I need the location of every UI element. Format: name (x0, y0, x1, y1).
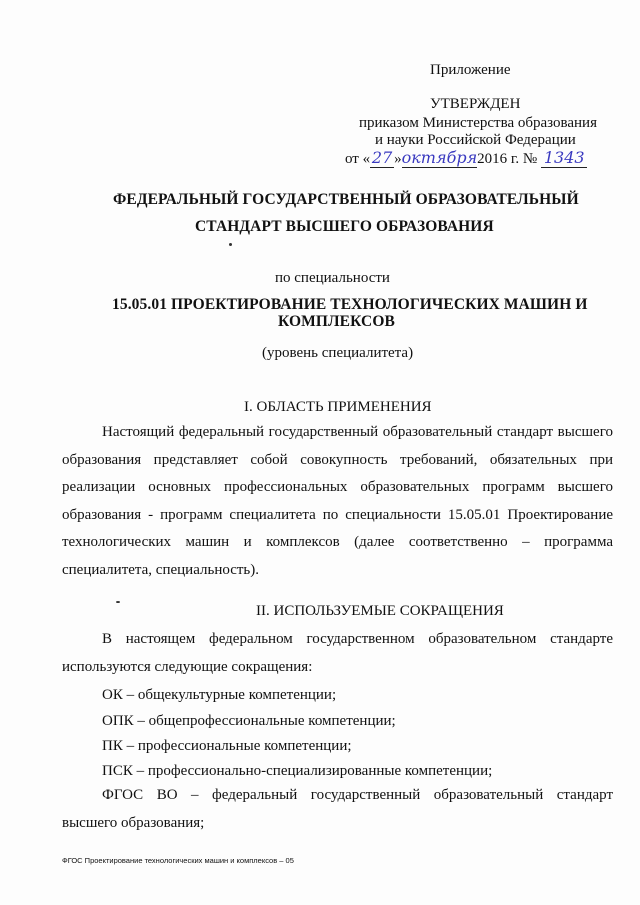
scan-speck (229, 243, 232, 246)
by-specialty-label: по специальности (275, 270, 390, 286)
title-line-2: СТАНДАРТ ВЫСШЕГО ОБРАЗОВАНИЯ (195, 218, 494, 235)
order-line-2: и науки Российской Федерации (375, 132, 576, 148)
date-prefix: от « (345, 151, 371, 167)
date-year: 2016 г. № (477, 151, 538, 167)
appendix-label: Приложение (430, 62, 511, 78)
abbreviation-item-fgos: ФГОС ВО – федеральный государственный образовательный стандарт высшего образования; (62, 787, 613, 831)
order-number-handwritten: 1343 (541, 148, 587, 168)
level-label: (уровень специалитета) (262, 345, 414, 361)
section-2-intro: В настоящем федеральном государственном образовательном стандарте используются следующие сокращения: (62, 631, 613, 675)
section-1-paragraph: Настоящий федеральный государственный образовательный стандарт высшего образования представляет собой совокупность требований, обязательных при реализации основных профессиональных образовательных программ высшего образования - программ специалитета по специальности 15.05.01 Проектирование технологических машин и комплексов (далее соответственно – программа специалитета, специальность). (62, 424, 613, 578)
date-mid: » (394, 151, 402, 167)
specialty-line-1: 15.05.01 ПРОЕКТИРОВАНИЕ ТЕХНОЛОГИЧЕСКИХ МАШИН И (112, 296, 588, 313)
abbreviation-item-opk: ОПК – общепрофессиональные компетенции; (102, 713, 396, 729)
section-2-heading: II. ИСПОЛЬЗУЕМЫЕ СОКРАЩЕНИЯ (256, 603, 504, 619)
specialty-line-2: КОМПЛЕКСОВ (278, 313, 395, 330)
order-line-1: приказом Министерства образования (359, 115, 597, 131)
abbreviation-item-psk: ПСК – профессионально-специализированные компетенции; (102, 763, 493, 779)
abbreviation-item-pk: ПК – профессиональные компетенции; (102, 738, 352, 754)
title-line-1: ФЕДЕРАЛЬНЫЙ ГОСУДАРСТВЕННЫЙ ОБРАЗОВАТЕЛЬНЫЙ (113, 191, 579, 208)
scan-speck (116, 601, 120, 603)
order-date-line (345, 148, 587, 168)
approved-label: УТВЕРЖДЕН (430, 96, 521, 112)
abbreviation-item-ok: ОК – общекультурные компетенции; (102, 687, 337, 703)
date-day-handwritten: 27 (371, 148, 393, 167)
date-month-handwritten: октября (401, 148, 478, 167)
section-1-heading: I. ОБЛАСТЬ ПРИМЕНЕНИЯ (244, 399, 432, 415)
page-footer: ФГОС Проектирование технологических машин и комплексов – 05 (62, 856, 294, 865)
